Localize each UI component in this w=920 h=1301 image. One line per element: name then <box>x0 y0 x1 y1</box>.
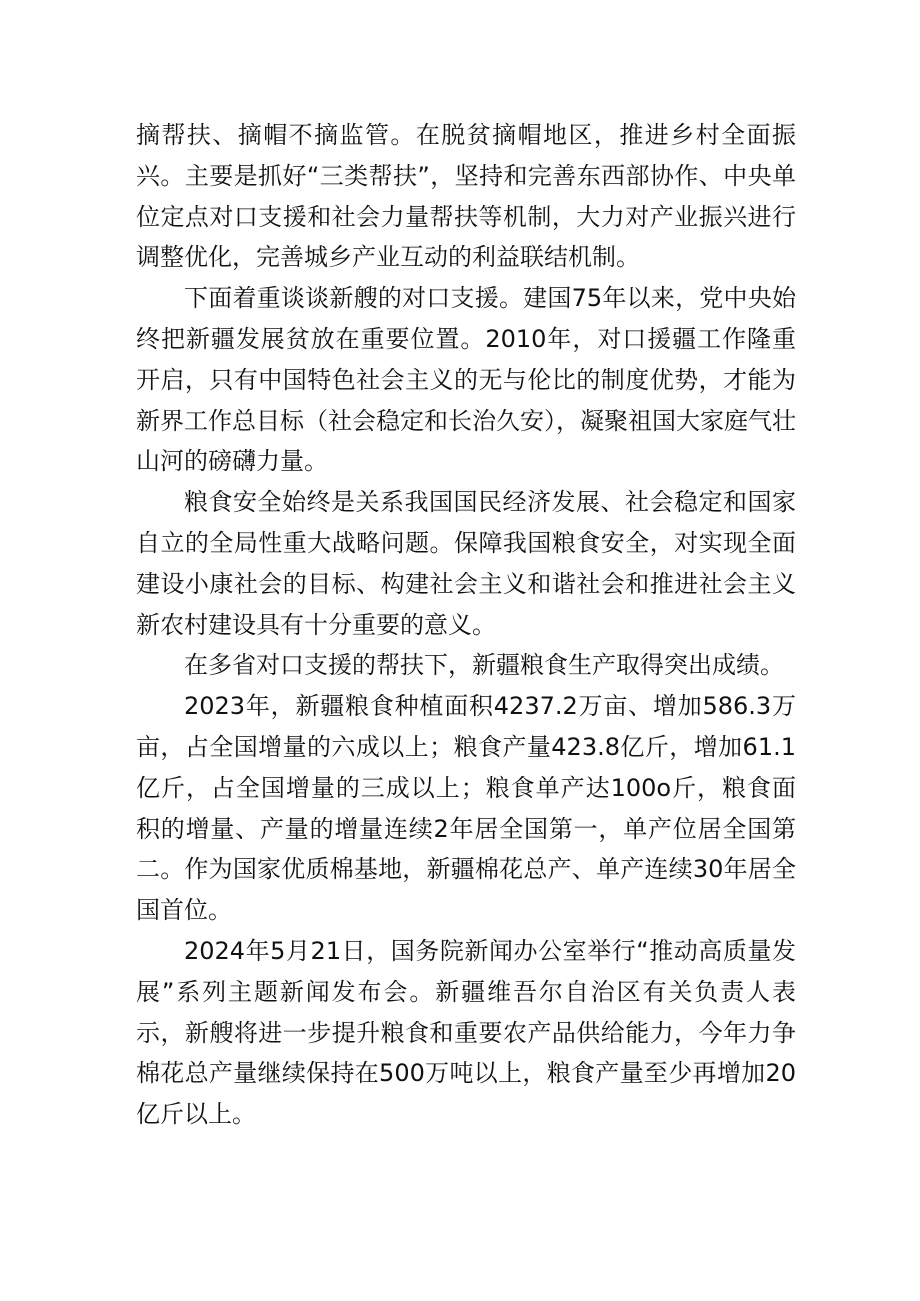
paragraph-1: 摘帮扶、摘帽不摘监管。在脱贫摘帽地区，推进乡村全面振兴。主要是抓好“三类帮扶”，坚持和完善东西部协作、中央单位定点对口支援和社会力量帮扶等机制，大力对产业振兴进行调整优化，完善城乡产业互动的利益联结机制。 <box>136 121 796 272</box>
paragraph-5: 2023年，新疆粮食种植面积4237.2万亩、增加586.3万亩，占全国增量的六成以上；粮食产量423.8亿斤，增加61.1亿斤，占全国增量的三成以上；粮食单产达100o斤，粮食面积的增量、产量的增量连续2年居全国第一，单产位居全国第二。作为国家优质棉基地，新疆棉花总产、单产连续30年居全国首位。 <box>136 692 796 925</box>
document-body <box>136 115 796 1135</box>
paragraph-2: 下面着重谈谈新艘的对口支援。建国75年以来，党中央始终把新疆发展贫放在重要位置。2010年，对口援疆工作隆重开启，只有中国特色社会主义的无与伦比的制度优势，才能为新界工作总目标（社会稳定和长治久安），凝聚祖国大家庭气壮山河的磅礴力量。 <box>136 284 796 476</box>
paragraph-4: 在多省对口支援的帮扶下，新疆粮食生产取得突出成绩。 <box>184 651 784 680</box>
paragraph-6: 2024年5月21日，国务院新闻办公室举行“推动高质量发展”系列主题新闻发布会。新疆维吾尔自治区有关负责人表示，新艘将进一步提升粮食和重要农产品供给能力，今年力争棉花总产量继续保持在500万吨以上，粮食产量至少再增加20亿斤以上。 <box>136 936 796 1129</box>
paragraph-3: 粮食安全始终是关系我国国民经济发展、社会稳定和国家自立的全局性重大战略问题。保障我国粮食安全，对实现全面建设小康社会的目标、构建社会主义和谐社会和推进社会主义新农村建设具有十分重要的意义。 <box>136 488 796 639</box>
